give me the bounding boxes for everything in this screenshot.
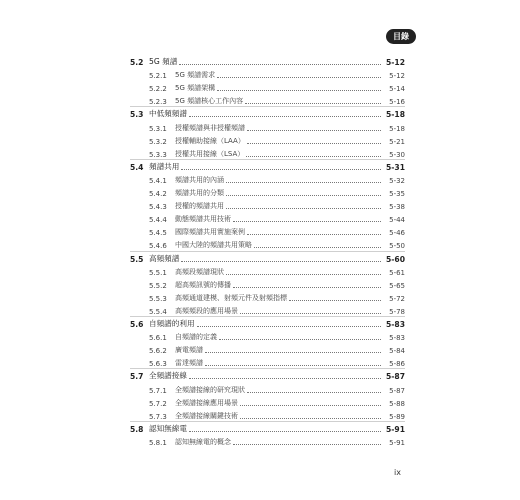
toc-subsection-row[interactable] — [130, 343, 405, 355]
toc-entry-page: 5-46 — [389, 229, 405, 238]
toc-entry-page: 5-78 — [389, 307, 405, 316]
toc-entry-number: 5.4.5 — [149, 229, 167, 238]
toc-subsection-row[interactable] — [130, 186, 405, 198]
toc-entry-title: 認知無線電 — [149, 423, 187, 433]
toc-subsection-row[interactable] — [130, 212, 405, 224]
toc-entry-number: 5.3.2 — [149, 137, 167, 146]
toc-section-row[interactable] — [130, 252, 405, 264]
dot-leader — [246, 156, 381, 157]
toc-entry-page: 5-38 — [389, 203, 405, 212]
toc-entry-number: 5.7.3 — [149, 412, 167, 421]
toc-entry-title: 高頻頻段的應用場景 — [175, 306, 238, 315]
toc-section-row[interactable] — [130, 422, 405, 434]
toc-entry-page: 5-61 — [389, 268, 405, 277]
toc-entry-number: 5.4.1 — [149, 176, 167, 185]
toc-subsection-row[interactable] — [130, 265, 405, 277]
toc-subsection-row[interactable] — [130, 173, 405, 185]
dot-leader — [247, 130, 381, 131]
dot-leader — [219, 339, 381, 340]
toc-section-row[interactable] — [130, 369, 405, 381]
toc-entry-number: 5.5.2 — [149, 281, 167, 290]
toc-subsection-row[interactable] — [130, 278, 405, 290]
dot-leader — [247, 143, 381, 144]
toc-entry-title: 國際頻譜共用實施案例 — [175, 228, 245, 237]
dot-leader — [226, 208, 381, 209]
toc-entry-number: 5.6.3 — [149, 360, 167, 369]
toc-section-row[interactable] — [130, 55, 405, 67]
toc-subsection-row[interactable] — [130, 225, 405, 237]
toc-entry-page: 5-87 — [389, 386, 405, 395]
toc-entry-title: 高頻頻譜 — [149, 253, 180, 263]
toc-entry-number: 5.5.4 — [149, 307, 167, 316]
toc-entry-number: 5.7 — [130, 372, 144, 382]
toc-entry-title: 中國大陸的頻譜共用策略 — [175, 241, 252, 250]
dot-leader — [189, 431, 381, 432]
toc-subsection-row[interactable] — [130, 409, 405, 421]
dot-leader — [181, 261, 381, 262]
toc-entry-number: 5.3.1 — [149, 124, 167, 133]
toc-subsection-row[interactable] — [130, 134, 405, 146]
toc-entry-number: 5.3.3 — [149, 150, 167, 159]
toc-subsection-row[interactable] — [130, 147, 405, 159]
toc-entry-title: 5G 頻譜架構 — [175, 84, 216, 93]
toc-entry-title: 廣電頻譜 — [175, 346, 203, 355]
toc-subsection-row[interactable] — [130, 383, 405, 395]
toc-entry-title: 5G 頻譜核心工作內容 — [175, 97, 244, 106]
toc-entry-page: 5-86 — [389, 360, 405, 369]
toc-entry-page: 5-14 — [389, 85, 405, 94]
dot-leader — [233, 221, 381, 222]
toc-entry-title: 頻譜共用的內涵 — [175, 175, 224, 184]
toc-entry-title: 中低頻頻譜 — [149, 109, 187, 119]
toc-entry-page: 5-89 — [389, 412, 405, 421]
toc-entry-number: 5.4.2 — [149, 190, 167, 198]
toc-subsection-row[interactable] — [130, 435, 405, 447]
toc-entry-page: 5-32 — [389, 176, 405, 185]
toc-entry-number: 5.4.6 — [149, 242, 167, 251]
dot-leader — [179, 64, 381, 65]
dot-leader — [217, 90, 381, 91]
toc-entry-title: 頻譜共用的分類 — [175, 189, 224, 197]
toc-entry-page: 5-91 — [389, 438, 405, 447]
dot-leader — [181, 169, 381, 170]
toc-entry-number: 5.2.3 — [149, 98, 167, 107]
toc-entry-page: 5-35 — [389, 190, 405, 198]
toc-entry-title: 頻譜共用 — [149, 161, 180, 171]
toc-subsection-row[interactable] — [130, 238, 405, 250]
dot-leader — [247, 234, 381, 235]
toc-entry-title: 高頻段頻譜現狀 — [175, 267, 224, 276]
toc-entry-title: 高頻通道建模、射頻元件及射頻指標 — [175, 293, 287, 302]
page-number: ix — [394, 468, 401, 477]
toc-subsection-row[interactable] — [130, 291, 405, 303]
toc-subsection-row[interactable] — [130, 396, 405, 408]
toc-entry-page: 5-18 — [385, 110, 405, 120]
toc-entry-title: 自頻譜的利用 — [149, 319, 195, 328]
toc-entry-page: 5-91 — [385, 424, 405, 434]
toc-entry-title: 授權頻譜與非授權頻譜 — [175, 123, 245, 132]
toc-entry-number: 5.3 — [130, 110, 144, 120]
toc-entry-number: 5.2.1 — [149, 72, 167, 81]
toc-entry-number: 5.8 — [130, 424, 144, 434]
toc-entry-title: 5G 頻譜需求 — [175, 71, 216, 80]
dot-leader — [205, 352, 381, 353]
toc-subsection-row[interactable] — [130, 81, 405, 93]
dot-leader — [254, 247, 381, 248]
dot-leader — [240, 418, 381, 419]
dot-leader — [245, 103, 381, 104]
toc-entry-title: 全頻譜接線關鍵技術 — [175, 411, 238, 420]
toc-section-row[interactable] — [130, 160, 405, 172]
toc-entry-number: 5.2 — [130, 58, 144, 67]
toc-section-row[interactable] — [130, 317, 405, 329]
toc-entry-number: 5.4.4 — [149, 216, 167, 225]
toc-entry-title: 動態頻譜共用技術 — [175, 215, 231, 224]
dot-leader — [197, 326, 381, 327]
toc-subsection-row[interactable] — [130, 304, 405, 316]
dot-leader — [217, 77, 381, 78]
dot-leader — [189, 378, 381, 379]
toc-entry-page: 5-65 — [389, 281, 405, 290]
dot-leader — [189, 116, 381, 117]
toc-entry-page: 5-30 — [389, 150, 405, 159]
toc-badge: 目錄 — [386, 29, 416, 44]
toc-entry-title: 授權共用接線（LSA） — [175, 149, 245, 158]
toc-entry-number: 5.6 — [130, 320, 144, 329]
toc-entry-number: 5.5.1 — [149, 268, 167, 277]
dot-leader — [205, 365, 381, 366]
toc-section-row[interactable] — [130, 107, 405, 119]
dot-leader — [233, 287, 381, 288]
toc-entry-page: 5-21 — [389, 137, 405, 146]
toc-entry-title: 超高頻訊號的傳播 — [175, 280, 231, 289]
toc-subsection-row[interactable] — [130, 356, 405, 368]
toc-entry-number: 5.4.3 — [149, 203, 167, 212]
toc-entry-number: 5.5.3 — [149, 294, 167, 303]
dot-leader — [226, 274, 381, 275]
toc-subsection-row[interactable] — [130, 330, 405, 342]
toc-entry-number: 5.6.2 — [149, 347, 167, 356]
dot-leader — [226, 182, 381, 183]
toc-entry-title: 自頻譜的定義 — [175, 333, 217, 342]
toc-entry-title: 全頻譜接線的研究現狀 — [175, 385, 245, 394]
dot-leader — [289, 300, 381, 301]
toc-entry-number: 5.7.1 — [149, 386, 167, 395]
toc-entry-page: 5-16 — [389, 98, 405, 107]
toc-subsection-row[interactable] — [130, 68, 405, 80]
dot-leader — [247, 392, 381, 393]
toc-entry-page: 5-83 — [389, 334, 405, 343]
toc-entry-title: 認知無線電的概念 — [175, 437, 231, 446]
toc-entry-page: 5-12 — [389, 72, 405, 81]
dot-leader — [240, 405, 381, 406]
toc-entry-number: 5.7.2 — [149, 399, 167, 408]
toc-entry-page: 5-87 — [385, 372, 405, 382]
toc-entry-page: 5-18 — [389, 124, 405, 133]
toc-entry-number: 5.8.1 — [149, 438, 167, 447]
dot-leader — [226, 195, 381, 196]
toc-entry-title: 5G 頻譜 — [149, 57, 178, 66]
toc-entry-title: 全頻譜接線應用場景 — [175, 398, 238, 407]
toc-entry-title: 授權的頻譜共用 — [175, 202, 224, 211]
toc-entry-page: 5-44 — [389, 216, 405, 225]
toc-entry-number: 5.6.1 — [149, 334, 167, 343]
toc-entry-title: 全頻譜接線 — [149, 371, 187, 381]
dot-leader — [240, 313, 381, 314]
toc-entry-page: 5-50 — [389, 242, 405, 251]
toc-entry-title: 授權輔助接線（LAA） — [175, 136, 245, 145]
toc-entry-number: 5.4 — [130, 162, 144, 172]
toc-entry-page: 5-84 — [389, 347, 405, 356]
toc-entry-page: 5-88 — [389, 399, 405, 408]
toc-subsection-row[interactable] — [130, 199, 405, 211]
toc-entry-number: 5.5 — [130, 254, 144, 264]
toc-entry-page: 5-12 — [385, 58, 405, 67]
toc-entry-page: 5-72 — [389, 294, 405, 303]
dot-leader — [233, 444, 381, 445]
toc-entry-page: 5-60 — [385, 254, 405, 264]
toc-entry-title: 雷達頻譜 — [175, 359, 203, 368]
toc-subsection-row[interactable] — [130, 94, 405, 106]
toc-entry-page: 5-83 — [385, 320, 405, 329]
toc-entry-number: 5.2.2 — [149, 85, 167, 94]
toc-subsection-row[interactable] — [130, 121, 405, 133]
toc-entry-page: 5-31 — [385, 162, 405, 172]
